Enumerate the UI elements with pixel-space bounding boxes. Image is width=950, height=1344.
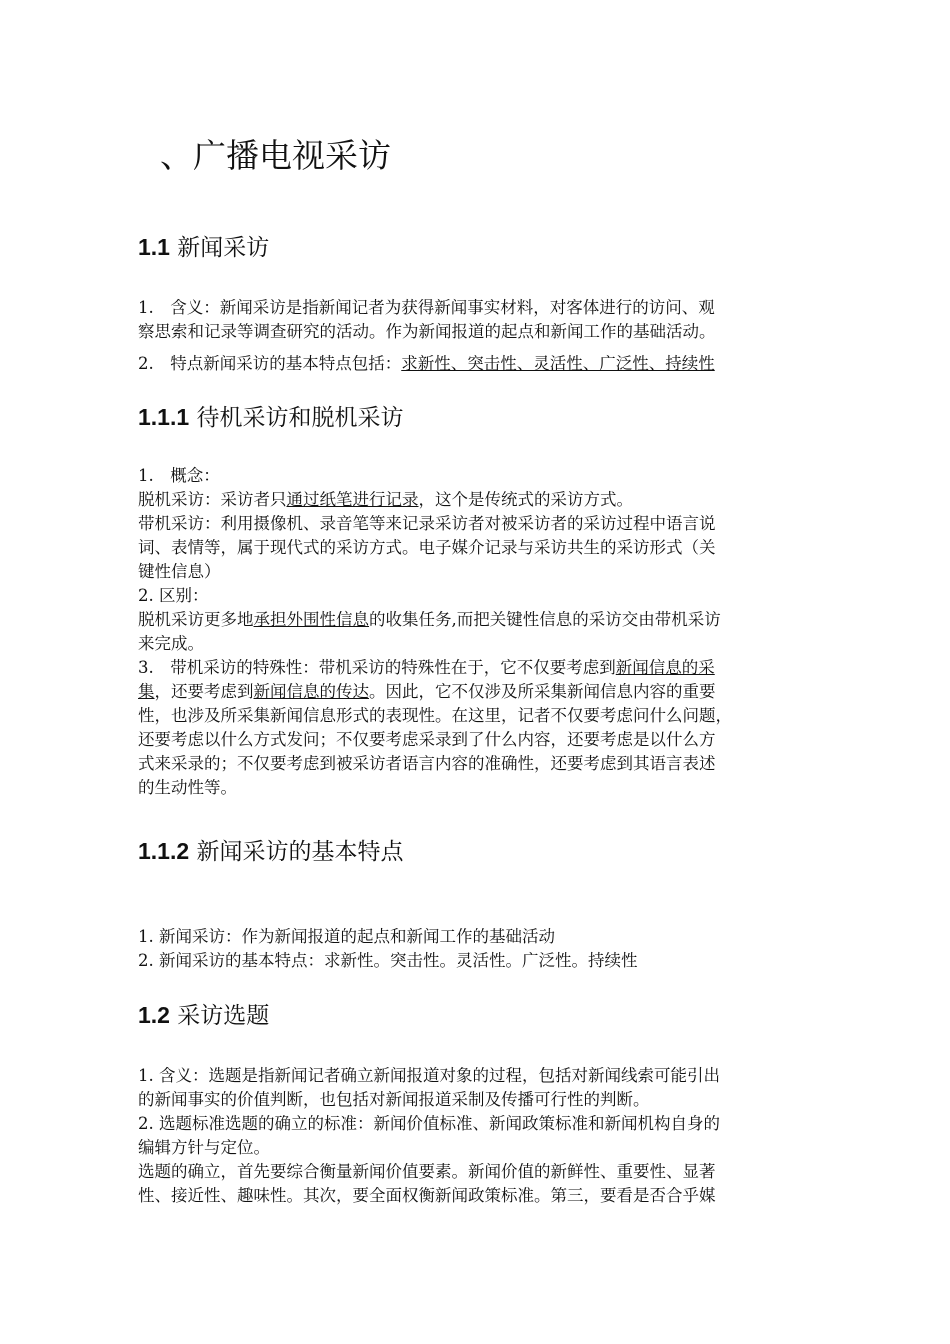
section-1-1-1-body [138, 464, 838, 800]
section-1-2-body [138, 1064, 838, 1208]
underlined-text: 新闻信息的传达 [253, 682, 369, 701]
heading-1-1-1 [138, 402, 403, 433]
underlined-text: 求新性、突击性、灵活性、广泛性、持续性 [401, 354, 715, 373]
page-title: 、广播电视采访 [160, 136, 391, 175]
underlined-text: 新闻信息的采 [615, 658, 715, 677]
text-span: 的收集任务,而把关键性信息的采访交由带机采访 [369, 610, 721, 629]
paragraph-line: 键性信息） [138, 562, 221, 581]
heading-1-1 [138, 232, 269, 263]
paragraph-line: 2. 新闻采访的基本特点：求新性。突击性。灵活性。广泛性。持续性 [138, 951, 638, 970]
text-span: 。因此，它不仅涉及所采集新闻信息内容的重要 [369, 682, 716, 701]
paragraph-line: 性、接近性、趣味性。其次，要全面权衡新闻政策标准。第三，要看是否合乎媒 [138, 1186, 716, 1205]
paragraph-line [138, 352, 838, 376]
section-1-1-2-body [138, 925, 838, 973]
paragraph-line: 1. 概念： [138, 466, 220, 485]
heading-text: 新闻采访的基本特点 [196, 839, 404, 865]
paragraph-line: 来完成。 [138, 634, 204, 653]
heading-text: 采访选题 [177, 1003, 270, 1029]
paragraph-line: 词、表情等，属于现代式的采访方式。电子媒介记录与采访共生的采访形式（关 [138, 538, 716, 557]
heading-1-2 [138, 1000, 269, 1031]
paragraph-line [138, 608, 838, 632]
section-1-1-body [138, 296, 838, 376]
paragraph-line [138, 680, 838, 704]
text-span: ，这个是传统式的采访方式。 [418, 490, 633, 509]
paragraph-line [138, 656, 838, 680]
underlined-text: 通过纸笔进行记录 [286, 490, 419, 509]
paragraph-line: 性，也涉及所采集新闻信息形式的表现性。在这里，记者不仅要考虑问什么问题， [138, 706, 732, 725]
underlined-text: 集 [138, 682, 155, 701]
heading-text: 待机采访和脱机采访 [196, 405, 404, 431]
heading-number: 1.2 [138, 1002, 170, 1028]
heading-number: 1.1.2 [138, 838, 190, 864]
heading-text: 新闻采访 [177, 235, 270, 261]
paragraph-line: 选题的确立，首先要综合衡量新闻价值要素。新闻价值的新鲜性、重要性、显著 [138, 1162, 716, 1181]
paragraph-line: 1. 含义：新闻采访是指新闻记者为获得新闻事实材料，对客体进行的访问、观 [138, 298, 715, 317]
paragraph-line: 的生动性等。 [138, 778, 237, 797]
paragraph-line: 的新闻事实的价值判断，也包括对新闻报道采制及传播可行性的判断。 [138, 1090, 650, 1109]
text-span: 脱机采访：采访者只 [138, 490, 287, 509]
paragraph-line: 式来采录的；不仅要考虑到被采访者语言内容的准确性，还要考虑到其语言表述 [138, 754, 716, 773]
heading-1-1-2 [138, 836, 403, 867]
paragraph-line: 带机采访：利用摄像机、录音笔等来记录采访者对被采访者的采访过程中语言说 [138, 514, 716, 533]
paragraph-line: 编辑方针与定位。 [138, 1138, 270, 1157]
paragraph-line [138, 488, 838, 512]
heading-number: 1.1 [138, 234, 170, 260]
paragraph-line: 2. 选题标准选题的确立的标准：新闻价值标准、新闻政策标准和新闻机构自身的 [138, 1114, 720, 1133]
paragraph-line: 1. 含义：选题是指新闻记者确立新闻报道对象的过程，包括对新闻线索可能引出 [138, 1066, 720, 1085]
text-span: 脱机采访更多地 [138, 610, 254, 629]
paragraph-line: 1. 新闻采访：作为新闻报道的起点和新闻工作的基础活动 [138, 927, 555, 946]
paragraph-line: 还要考虑以什么方式发问；不仅要考虑采录到了什么内容，还要考虑是以什么方 [138, 730, 716, 749]
text-span: 3. 带机采访的特殊性：带机采访的特殊性在于，它不仅要考虑到 [138, 658, 616, 677]
underlined-text: 承担外围性信息 [253, 610, 369, 629]
paragraph-line: 2. 区别： [138, 586, 209, 605]
text-span: 2. 特点新闻采访的基本特点包括： [138, 354, 402, 373]
paragraph-line: 察思索和记录等调查研究的活动。作为新闻报道的起点和新闻工作的基础活动。 [138, 322, 716, 341]
heading-number: 1.1.1 [138, 404, 190, 430]
text-span: ，还要考虑到 [154, 682, 254, 701]
